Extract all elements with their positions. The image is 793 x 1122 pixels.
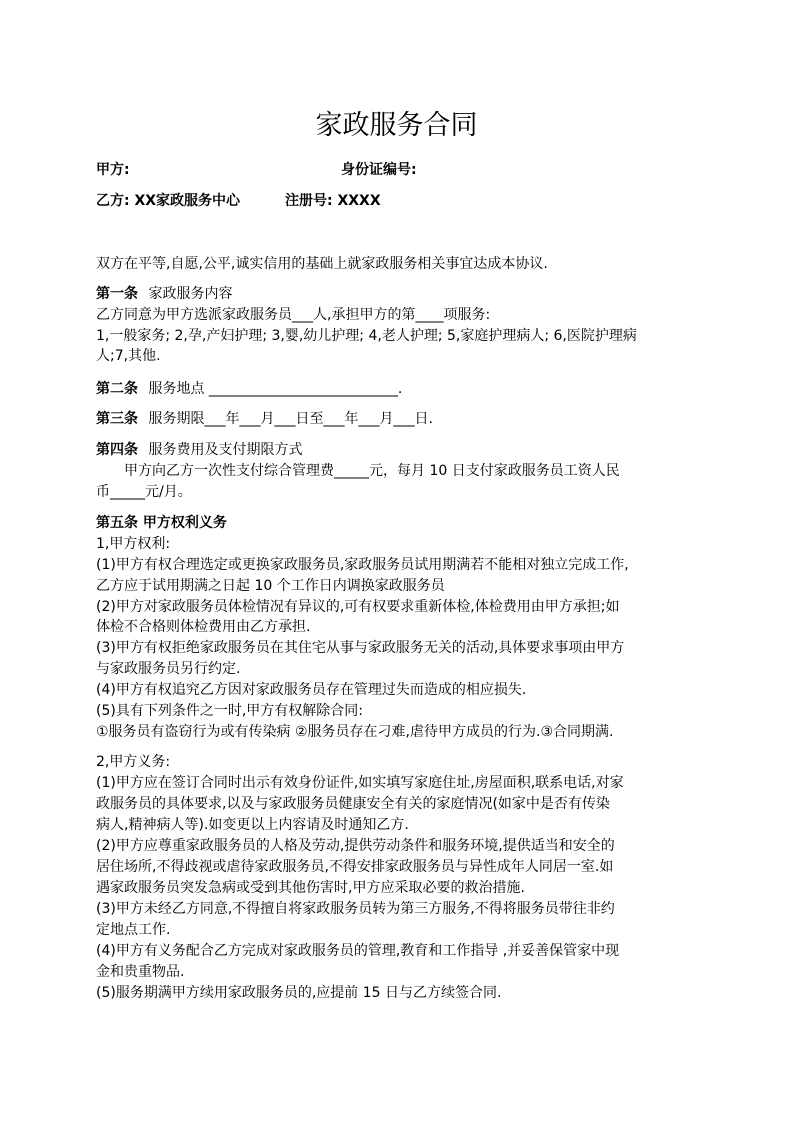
duties-line: 居住场所,不得歧视或虐待家政服务员,不得安排家政服务员与异性成年人同居一室.如 [96, 859, 614, 875]
rights-line: 1,甲方权利: [96, 536, 171, 552]
article-1-line: 人;7,其他. [96, 348, 161, 364]
rights-line: (2)甲方对家政服务员体检情况有异议的,可有权要求重新体检,体检费用由甲方承担;如 [96, 599, 620, 615]
article-2 [96, 379, 402, 399]
article-3-text: 服务期限___年___月___日至___年___月___日. [148, 411, 433, 427]
duties-line: (2)甲方应尊重家政服务员的人格及劳动,提供劳动条件和服务环境,提供适当和安全的 [96, 838, 615, 854]
duties-line: (5)服务期满甲方续用家政服务员的,应提前 15 日与乙方续签合同. [96, 985, 502, 1001]
rights-line: 体检不合格则体检费用由乙方承担. [96, 619, 311, 635]
article-4-number: 第四条 [96, 442, 138, 458]
article-5-heading: 第五条 甲方权利义务 [96, 515, 227, 531]
article-1-line: 乙方同意为甲方选派家政服务员___人,承担甲方的第____项服务: [96, 307, 491, 323]
party-a-label: 甲方: [96, 162, 130, 178]
article-1-heading [96, 284, 232, 304]
intro-text: 双方在平等,自愿,公平,诚实信用的基础上就家政服务相关事宜达成本协议. [96, 256, 548, 272]
article-1-line: 1,一般家务; 2,孕,产妇护理; 3,婴,幼儿护理; 4,老人护理; 5,家庭护理病人; 6,医院护理病 [96, 328, 637, 344]
rights-line: (1)甲方有权合理选定或更换家政服务员,家政服务员试用期满若不能相对独立完成工作, [96, 557, 629, 573]
article-4-line: 甲方向乙方一次性支付综合管理费_____元，每月 10 日支付家政服务员工资人民 [124, 463, 620, 479]
article-4-title: 服务费用及支付期限方式 [148, 442, 303, 458]
rights-line: 乙方应于试用期满之日起 10 个工作日内调换家政服务员 [96, 578, 445, 594]
rights-line: 与家政服务员另行约定. [96, 661, 241, 677]
duties-line: 遇家政服务员突发急病或受到其他伤害时,甲方应采取必要的救治措施. [96, 880, 525, 896]
article-1-number: 第一条 [96, 286, 138, 302]
rights-line: (5)具有下列条件之一时,甲方有权解除合同: [96, 703, 363, 719]
duties-line: (4)甲方有义务配合乙方完成对家政服务员的管理,教育和工作指导 ,并妥善保管家中现 [96, 943, 620, 959]
rights-line: (4)甲方有权追究乙方因对家政服务员存在管理过失而造成的相应损失. [96, 682, 527, 698]
duties-line: 政服务员的具体要求,以及与家政服务员健康安全有关的家庭情况(如家中是否有传染 [96, 796, 610, 812]
article-3 [96, 409, 433, 429]
article-2-number: 第二条 [96, 381, 138, 397]
article-2-text: 服务地点 ___________________________. [148, 381, 403, 397]
duties-line: 金和贵重物品. [96, 964, 185, 980]
rights-line: ①服务员有盗窃行为或有传染病 ②服务员存在刁难,虐待甲方成员的行为.③合同期满. [96, 724, 614, 740]
duties-line: (3)甲方未经乙方同意,不得擅自将家政服务员转为第三方服务,不得将服务员带往非约 [96, 901, 615, 917]
duties-line: (1)甲方应在签订合同时出示有效身份证件,如实填写家庭住址,房屋面积,联系电话,对家 [96, 775, 624, 791]
duties-line: 病人,精神病人等).如变更以上内容请及时通知乙方. [96, 817, 409, 833]
article-1-title: 家政服务内容 [148, 286, 233, 302]
party-b-reg-label: 注册号: XXXX [285, 193, 381, 209]
rights-line: (3)甲方有权拒绝家政服务员在其住宅从事与家政服务无关的活动,具体要求事项由甲方 [96, 640, 625, 656]
article-3-number: 第三条 [96, 411, 138, 427]
duties-line: 定地点工作. [96, 922, 171, 938]
page-title: 家政服务合同 [315, 110, 478, 141]
duties-line: 2,甲方义务: [96, 754, 171, 770]
article-4-heading [96, 440, 302, 460]
article-4-line: 币_____元/月。 [96, 484, 192, 500]
party-a-id-label: 身份证编号: [341, 162, 417, 178]
party-b-label: 乙方: XX家政服务中心 [96, 193, 241, 209]
